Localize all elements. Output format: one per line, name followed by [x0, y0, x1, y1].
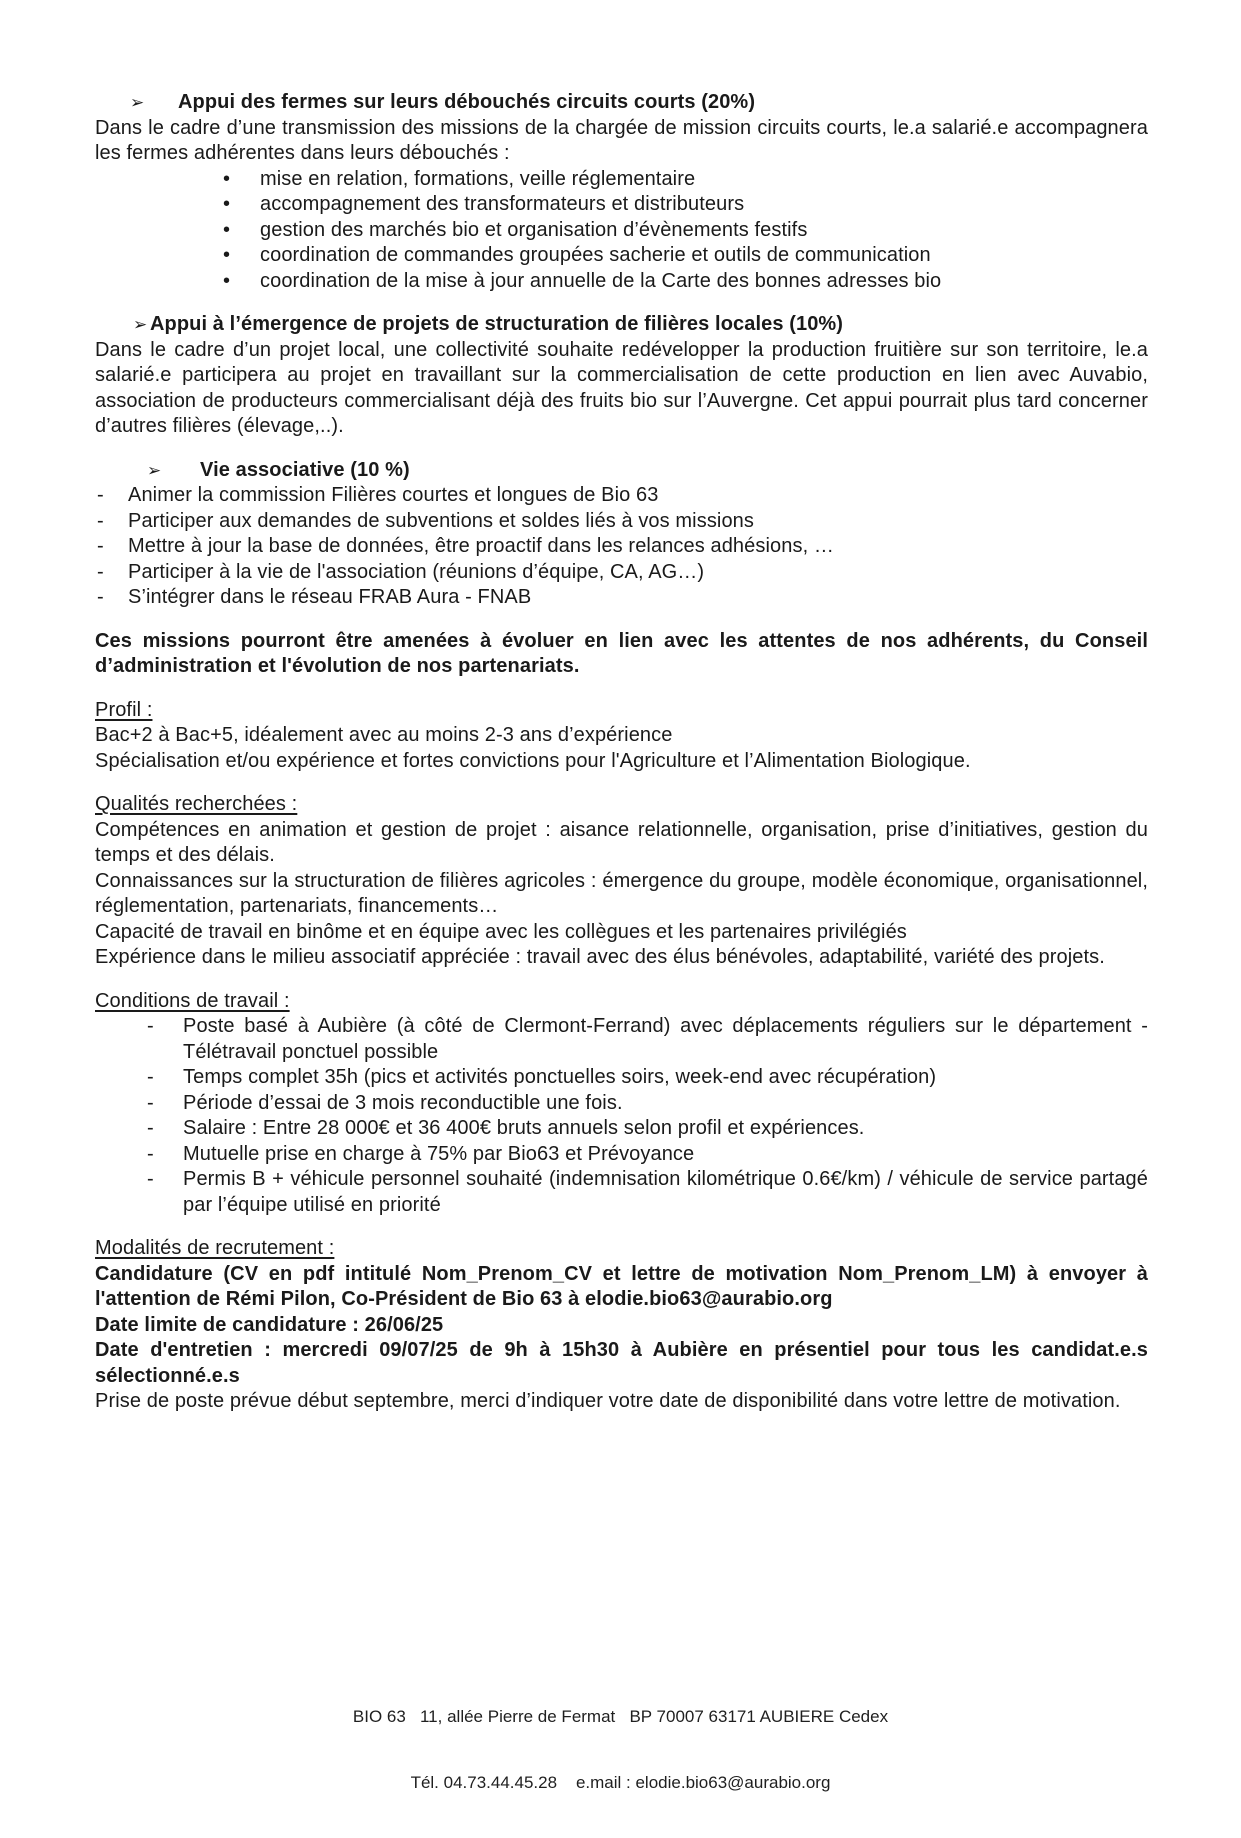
list-item-text: Salaire : Entre 28 000€ et 36 400€ bruts annuels selon profil et expériences.: [183, 1117, 865, 1139]
list-item: [95, 218, 1148, 244]
dash-icon: -: [147, 1142, 154, 1165]
list-item-text: mise en relation, formations, veille réglementaire: [260, 167, 696, 190]
label-profil: Profil :: [95, 698, 153, 721]
dash-icon: -: [97, 509, 104, 532]
paragraph-date-entretien: Date d'entretien : mercredi 09/07/25 de 9h à 15h30 à Aubière en présentiel pour tous les candidat.e.s sélectionné.e.s: [95, 1339, 1148, 1387]
paragraph-candidature: Candidature (CV en pdf intitulé Nom_Prenom_CV et lettre de motivation Nom_Prenom_LM) à envoyer à l'attention de Rémi Pilon, Co-Président de Bio 63 à elodie.bio63@aurabio.org: [95, 1262, 1148, 1310]
list-item: [95, 1065, 1148, 1091]
list-item-text: Participer aux demandes de subventions et soldes liés à vos missions: [128, 509, 755, 532]
footer-address: BIO 63 11, allée Pierre de Fermat BP 70007 63171 AUBIERE Cedex: [352, 1707, 889, 1726]
section-heading-vie-associative: [95, 458, 1148, 484]
list-item: [95, 1167, 1148, 1218]
bullet-icon: •: [223, 218, 231, 241]
list-item-text: accompagnement des transformateurs et distributeurs: [260, 193, 745, 215]
list-item: [95, 560, 1148, 586]
bullet-icon: •: [223, 193, 231, 215]
label-qualites: Qualités recherchées :: [95, 793, 298, 815]
list-item-text: Poste basé à Aubière (à côté de Clermont-Ferrand) avec déplacements réguliers sur le département - Télétravail ponctuel possible: [183, 1015, 1148, 1063]
section-heading-text: Vie associative (10 %): [200, 458, 410, 481]
bullet-icon: •: [223, 167, 231, 190]
section-heading-filieres-locales: [95, 312, 1148, 338]
list-item: [95, 509, 1148, 535]
list-item-text: Participer à la vie de l'association (réunions d’équipe, CA, AG…): [128, 560, 705, 583]
paragraph-evolution-note: Ces missions pourront être amenées à évoluer en lien avec les attentes de nos adhérents, du Conseil d’administration et l'évolution de nos partenariats.: [95, 629, 1148, 677]
list-item: [95, 483, 1148, 509]
conditions-dash-list: [95, 1014, 1148, 1218]
vie-associative-dash-list: [95, 483, 1148, 611]
list-item-text: gestion des marchés bio et organisation d’évènements festifs: [260, 218, 808, 241]
page-footer: [0, 1662, 1241, 1838]
list-item-text: Mutuelle prise en charge à 75% par Bio63 et Prévoyance: [183, 1142, 695, 1165]
dash-icon: -: [147, 1066, 154, 1088]
list-item-text: coordination de la mise à jour annuelle de la Carte des bonnes adresses bio: [260, 269, 942, 292]
circuits-bullet-list: [95, 167, 1148, 295]
document-body: [95, 90, 1148, 1415]
bullet-icon: •: [223, 269, 231, 292]
list-item: [95, 1014, 1148, 1065]
list-item: [95, 269, 1148, 295]
section-heading-text: Appui à l’émergence de projets de structuration de filières locales (10%): [150, 313, 844, 335]
paragraph-date-limite: Date limite de candidature : 26/06/25: [95, 1313, 444, 1336]
dash-icon: -: [147, 1117, 154, 1139]
dash-icon: -: [97, 484, 104, 506]
list-item: [95, 243, 1148, 269]
paragraph-profil-bac: Bac+2 à Bac+5, idéalement avec au moins 2-3 ans d’expérience: [95, 724, 673, 746]
list-item: [95, 534, 1148, 560]
dash-icon: -: [147, 1091, 154, 1114]
list-item-text: coordination de commandes groupées sacherie et outils de communication: [260, 244, 931, 266]
list-item-text: Temps complet 35h (pics et activités ponctuelles soirs, week-end avec récupération): [183, 1066, 937, 1088]
label-modalites: Modalités de recrutement :: [95, 1237, 335, 1259]
list-item-text: S’intégrer dans le réseau FRAB Aura - FNAB: [128, 586, 532, 608]
arrow-bullet-icon: ➢: [130, 93, 145, 113]
bullet-icon: •: [223, 244, 231, 266]
arrow-bullet-icon: ➢: [147, 460, 162, 481]
paragraph-filieres-body: Dans le cadre d’un projet local, une collectivité souhaite redévelopper la production fruitière sur son territoire, le.a salarié.e participera au projet en travaillant sur la commercialisation de cette production en lien avec Auvabio, association de producteurs commercialisant déjà des fruits bio sur l’Auvergne. Cet appui pourrait plus tard concerner d’autres filières (élevage,..).: [95, 338, 1148, 437]
list-item-text: Période d’essai de 3 mois reconductible une fois.: [183, 1091, 623, 1114]
paragraph-qualites-connaissances: Connaissances sur la structuration de filières agricoles : émergence du groupe, modèle économique, organisationnel, réglementation, partenariats, financements…: [95, 869, 1148, 917]
dash-icon: -: [147, 1015, 154, 1037]
list-item: [95, 1116, 1148, 1142]
paragraph-circuits-intro: Dans le cadre d’une transmission des missions de la chargée de mission circuits courts, le.a salarié.e accompagnera les fermes adhérentes dans leurs débouchés :: [95, 116, 1148, 164]
list-item: [95, 1142, 1148, 1168]
list-item: [95, 1091, 1148, 1117]
dash-icon: -: [147, 1168, 154, 1190]
paragraph-qualites-capacite: Capacité de travail en binôme et en équipe avec les collègues et les partenaires privilégiés: [95, 920, 907, 943]
dash-icon: -: [97, 535, 104, 557]
footer-contact: Tél. 04.73.44.45.28 e.mail : elodie.bio63@aurabio.org: [410, 1773, 831, 1792]
paragraph-qualites-experience: Expérience dans le milieu associatif appréciée : travail avec des élus bénévoles, adaptabilité, variété des projets.: [95, 946, 1105, 968]
list-item-text: Animer la commission Filières courtes et longues de Bio 63: [128, 484, 659, 506]
list-item: [95, 167, 1148, 193]
section-heading-text: Appui des fermes sur leurs débouchés circuits courts (20%): [178, 91, 756, 113]
paragraph-profil-specialisation: Spécialisation et/ou expérience et fortes convictions pour l'Agriculture et l’Alimentation Biologique.: [95, 749, 971, 772]
list-item-text: Mettre à jour la base de données, être proactif dans les relances adhésions, …: [128, 535, 834, 557]
paragraph-qualites-competences: Compétences en animation et gestion de projet : aisance relationnelle, organisation, prise d’initiatives, gestion du temps et des délais.: [95, 818, 1148, 866]
list-item: [95, 192, 1148, 218]
label-conditions: Conditions de travail :: [95, 989, 290, 1012]
dash-icon: -: [97, 560, 104, 583]
dash-icon: -: [97, 586, 104, 608]
section-heading-circuits-courts: [95, 90, 1148, 116]
list-item-text: Permis B + véhicule personnel souhaité (indemnisation kilométrique 0.6€/km) / véhicule de service partagé par l’équipe utilisé en priorité: [183, 1168, 1148, 1216]
paragraph-prise-de-poste: Prise de poste prévue début septembre, merci d’indiquer votre date de disponibilité dans votre lettre de motivation.: [95, 1390, 1121, 1412]
arrow-bullet-icon: ➢: [133, 315, 148, 335]
list-item: [95, 585, 1148, 611]
